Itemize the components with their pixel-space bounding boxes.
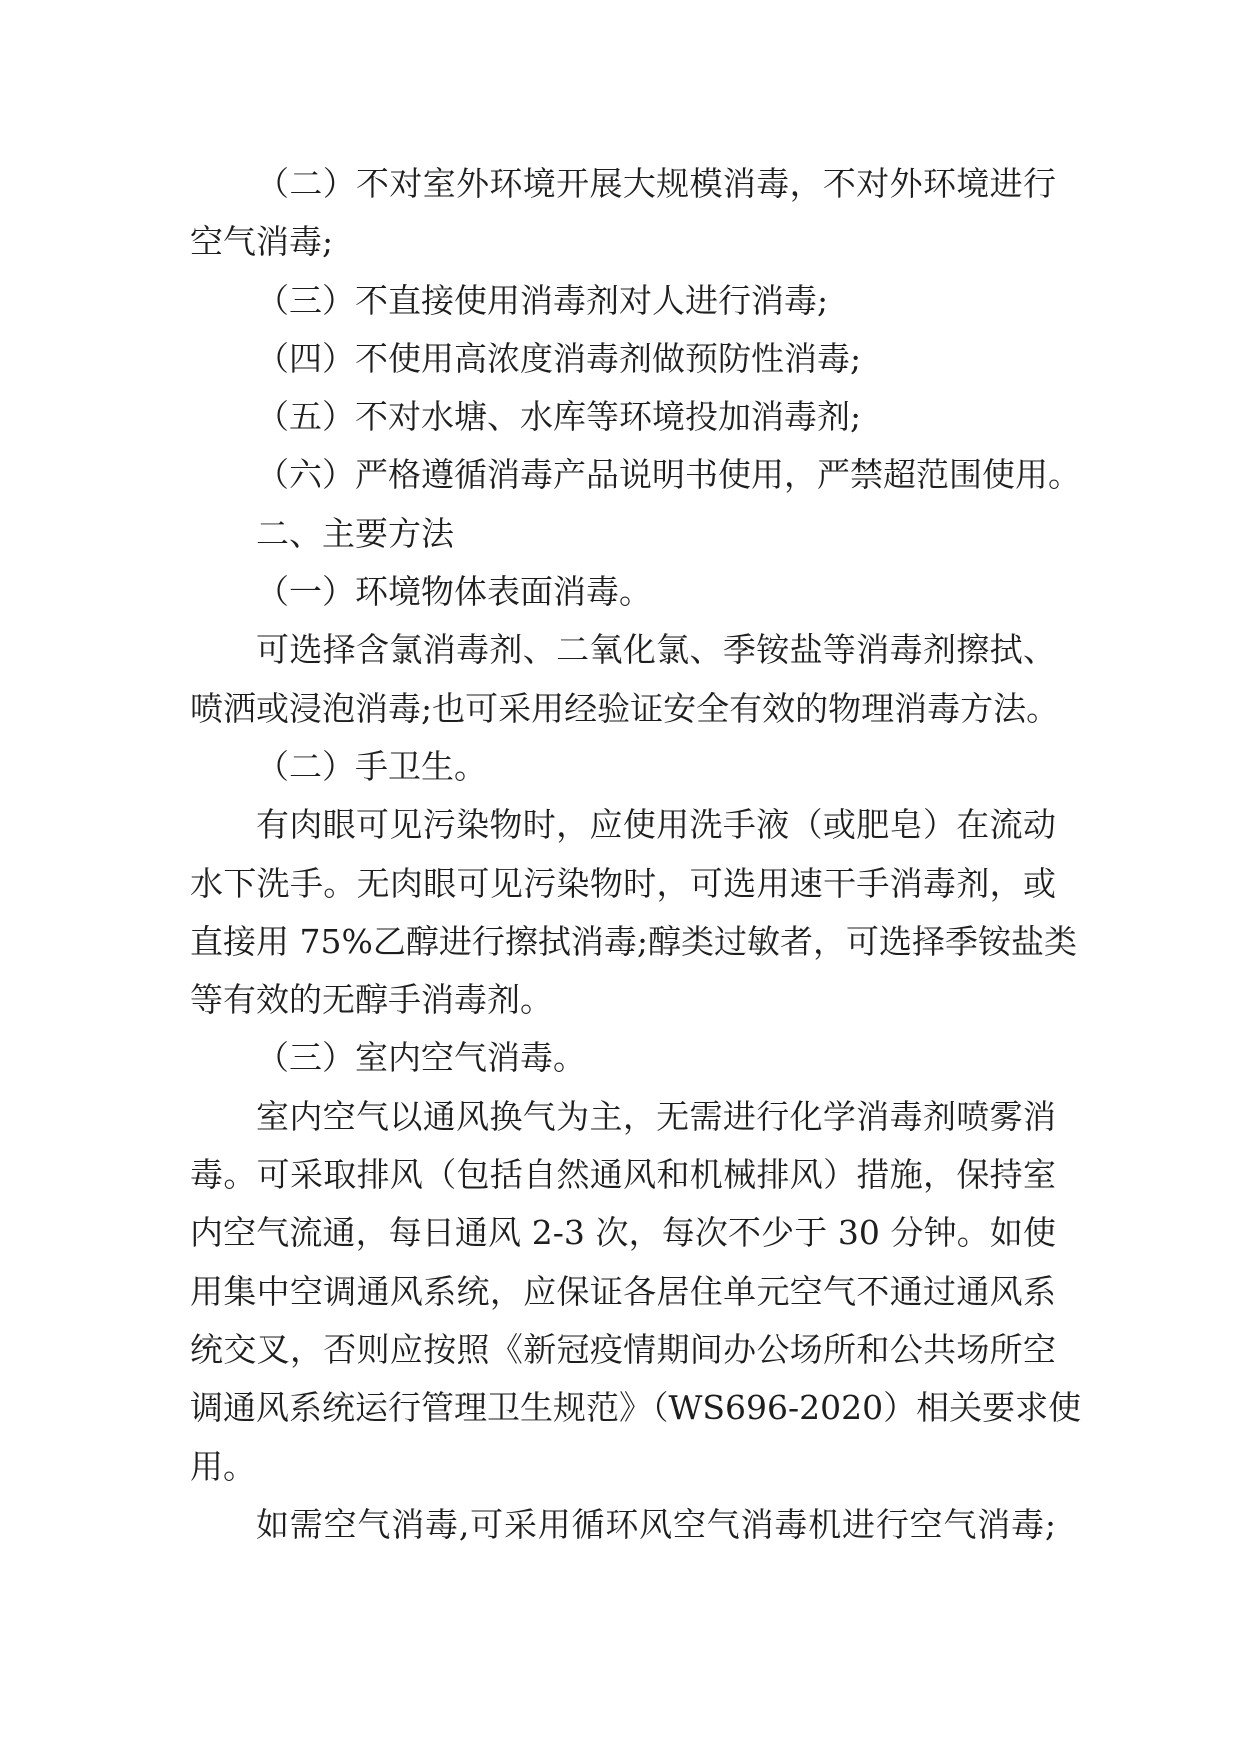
text-line: 直接用 75%乙醇进行擦拭消毒;醇类过敏者，可选择季铵盐类: [190, 921, 1077, 961]
list-item: [190, 272, 1056, 330]
text-line: 统交叉，否则应按照《新冠疫情期间办公场所和公共场所空: [190, 1329, 1056, 1369]
paragraph: [190, 796, 1077, 1029]
subsection-heading-text: （二）手卫生。: [256, 746, 487, 786]
paragraph: [190, 1496, 1056, 1554]
text-line: 空气消毒;: [190, 222, 334, 262]
text-line: 如需空气消毒,可采用循环风空气消毒机进行空气消毒;: [256, 1504, 1056, 1544]
text-line: 用。: [190, 1446, 256, 1486]
list-item: [190, 330, 1056, 388]
text-line: （二）不对室外环境开展大规模消毒，不对外环境进行: [256, 164, 1056, 203]
paragraph: [190, 621, 1060, 738]
text-line: 室内空气以通风换气为主，无需进行化学消毒剂喷雾消: [256, 1096, 1056, 1136]
text-line: （五）不对水塘、水库等环境投加消毒剂;: [256, 397, 862, 437]
text-line: 毒。可采取排风（包括自然通风和机械排风）措施，保持室: [190, 1155, 1056, 1195]
list-item: [190, 388, 1056, 446]
document-body: [190, 155, 1082, 1554]
text-line: 用集中空调通风系统，应保证各居住单元空气不通过通风系: [190, 1271, 1056, 1311]
text-line: 内空气流通，每日通风 2-3 次，每次不少于 30 分钟。如使: [190, 1213, 1056, 1253]
text-line: 有肉眼可见污染物时，应使用洗手液（或肥皂）在流动: [256, 805, 1056, 845]
text-line: （六）严格遵循消毒产品说明书使用，严禁超范围使用。: [256, 455, 1081, 495]
text-line: 水下洗手。无肉眼可见污染物时，可选用速干手消毒剂，或: [190, 863, 1056, 903]
text-line: （四）不使用高浓度消毒剂做预防性消毒;: [256, 338, 862, 378]
subsection-heading-text: （一）环境物体表面消毒。: [256, 572, 652, 612]
list-item: [190, 155, 1056, 272]
subsection-heading: [190, 563, 1056, 621]
text-line: （三）不直接使用消毒剂对人进行消毒;: [256, 280, 829, 320]
text-line: 调通风系统运行管理卫生规范》（WS696-2020）相关要求使: [190, 1388, 1082, 1428]
text-line: 等有效的无醇手消毒剂。: [190, 980, 553, 1020]
paragraph: [190, 1088, 1082, 1496]
subsection-heading: [190, 738, 1056, 796]
subsection-heading: [190, 1029, 1056, 1087]
list-item: [190, 446, 1081, 504]
text-line: 喷洒或浸泡消毒;也可采用经验证安全有效的物理消毒方法。: [190, 688, 1060, 728]
subsection-heading-text: （三）室内空气消毒。: [256, 1038, 586, 1078]
section-heading: [190, 505, 1056, 563]
text-line: 可选择含氯消毒剂、二氧化氯、季铵盐等消毒剂擦拭、: [256, 630, 1056, 670]
section-heading-text: 二、主要方法: [256, 513, 454, 553]
